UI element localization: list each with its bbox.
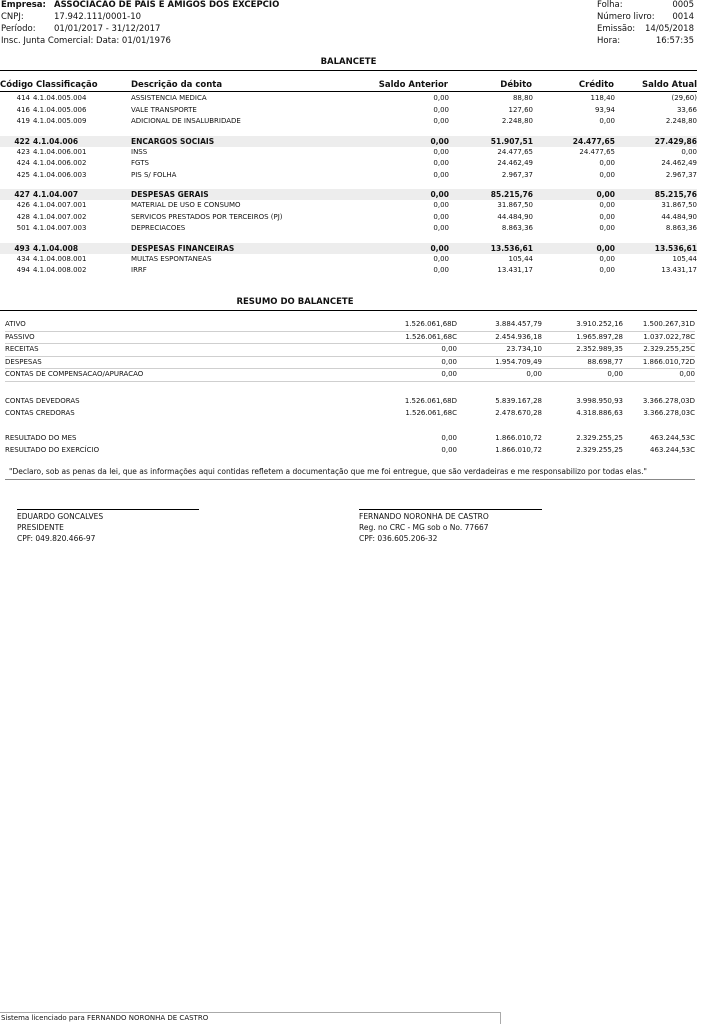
cell-saldo-anterior: 0,00	[433, 117, 449, 125]
cell-classificacao: 4.1.04.008.001	[33, 254, 87, 263]
header-rule	[0, 91, 697, 92]
cell-codigo: 422	[14, 136, 30, 146]
cell-classificacao: 4.1.04.006.003	[33, 170, 87, 179]
resumo-cell-label: CONTAS DE COMPENSACAO/APURACAO	[5, 369, 344, 382]
cell-classificacao: 4.1.04.006	[33, 136, 79, 146]
cell-saldo-atual: 2.967,37	[665, 170, 697, 179]
cell-debito: 85.215,76	[490, 190, 533, 199]
resumo-cell-credito: 0,00	[542, 369, 623, 382]
cell-credito: 0,00	[599, 159, 615, 167]
group-row	[0, 189, 697, 200]
cell-saldo-anterior: 0,00	[433, 201, 449, 209]
cell-descricao: DESPESAS GERAIS	[131, 190, 209, 199]
cell-credito: 0,00	[599, 170, 615, 179]
cell-descricao: ENCARGOS SOCIAIS	[131, 136, 215, 146]
cell-saldo-anterior: 0,00	[433, 254, 449, 263]
resumo-row	[5, 344, 695, 357]
cell-codigo: 425	[16, 170, 30, 179]
cell-classificacao: 4.1.04.008.002	[33, 266, 87, 274]
spacer-row	[0, 128, 697, 136]
resumo-cell-credito: 88.698,77	[542, 356, 623, 369]
empresa-label: Empresa:	[1, 0, 46, 10]
cell-credito: 0,00	[596, 190, 615, 199]
cell-classificacao: 4.1.04.005.004	[33, 94, 87, 102]
cell-saldo-atual: 24.462,49	[661, 159, 697, 167]
resumo-cell-credito: 2.329.255,25	[576, 434, 623, 442]
cell-saldo-anterior: 0,00	[433, 212, 449, 221]
table-row	[0, 147, 697, 159]
cell-descricao: MULTAS ESPONTANEAS	[131, 254, 212, 263]
resumo-row	[5, 396, 695, 408]
resumo-cell-saldo-atual: 1.037.022,78C	[623, 331, 695, 344]
resumo-cell-credito: 3.998.950,93	[576, 397, 623, 405]
cell-classificacao: 4.1.04.007.002	[33, 212, 87, 221]
livro-value: 0014	[672, 12, 694, 22]
cell-descricao: ADICIONAL DE INSALUBRIDADE	[131, 117, 241, 125]
empresa-value: ASSOCIACAO DE PAIS E AMIGOS DOS EXCEPCIO	[54, 0, 280, 10]
cnpj-value: 17.942.111/0001-10	[54, 12, 142, 22]
table-row	[0, 93, 697, 105]
resumo-cell-saldo-atual: 1.500.267,31D	[623, 319, 695, 331]
resumo-cell-credito: 2.329.255,25	[576, 445, 623, 454]
cell-descricao: PIS S/ FOLHA	[131, 170, 177, 179]
cell-descricao: VALE TRANSPORTE	[131, 105, 197, 114]
cell-codigo: 493	[14, 243, 30, 253]
resumo-cell-saldo-atual: 3.366.278,03C	[643, 408, 695, 417]
cell-credito: 93,94	[594, 105, 615, 114]
cell-saldo-atual: 8.863,36	[665, 224, 697, 232]
signer-right-name: FERNANDO NORONHA DE CASTRO	[359, 512, 489, 521]
hora-value: 16:57:35	[655, 36, 694, 46]
cell-credito: 0,00	[599, 212, 615, 221]
resumo-cell-saldo-anterior: 1.526.061,68D	[404, 397, 457, 405]
cell-saldo-anterior: 0,00	[430, 136, 449, 146]
cell-saldo-anterior: 0,00	[433, 94, 449, 102]
resumo-cell-debito: 3.884.457,79	[457, 319, 542, 331]
cell-codigo: 424	[16, 159, 30, 167]
cell-debito: 44.484,90	[497, 212, 533, 221]
cell-credito: 0,00	[596, 243, 615, 253]
periodo-value: 01/01/2017 - 31/12/2017	[54, 24, 161, 34]
group-row	[0, 243, 697, 254]
cell-codigo: 501	[16, 224, 30, 232]
cell-debito: 31.867,50	[497, 201, 533, 209]
periodo-label: Período:	[1, 24, 36, 34]
declaration-rule	[5, 479, 695, 480]
cell-saldo-anterior: 0,00	[433, 147, 449, 156]
col-credito: Crédito	[578, 80, 614, 90]
table-row	[0, 158, 697, 170]
cell-descricao: IRRF	[131, 266, 147, 274]
cell-saldo-atual: 13.431,17	[661, 266, 697, 274]
resumo-cell-label: PASSIVO	[5, 331, 344, 344]
cell-saldo-anterior: 0,00	[430, 190, 449, 199]
cell-descricao: MATERIAL DE USO E CONSUMO	[131, 201, 241, 209]
cell-credito: 0,00	[599, 201, 615, 209]
table-row	[0, 200, 697, 212]
resumo-cell-saldo-anterior: 1.526.061,68C	[344, 331, 457, 344]
resumo-row	[5, 433, 695, 445]
resumo-row	[5, 356, 695, 369]
resumo-cell-saldo-atual: 1.866.010,72D	[623, 356, 695, 369]
col-saldo-anterior: Saldo Anterior	[378, 80, 448, 90]
cell-debito: 105,44	[508, 254, 533, 263]
spacer-row	[0, 181, 697, 189]
resumo-row	[5, 331, 695, 344]
report-title: BALANCETE	[320, 57, 377, 67]
resumo-cell-credito: 2.352.989,35	[542, 344, 623, 357]
cell-debito: 24.477,65	[497, 147, 533, 156]
cell-saldo-atual: 44.484,90	[661, 212, 697, 221]
cell-credito: 0,00	[599, 117, 615, 125]
table-row	[0, 254, 697, 266]
signer-right-cpf: CPF: 036.605.206-32	[359, 534, 438, 543]
cell-codigo: 494	[16, 266, 30, 274]
cell-credito: 24.477,65	[572, 136, 615, 146]
resumo-rule	[0, 310, 697, 311]
cell-descricao: DEPRECIACOES	[131, 224, 186, 232]
resumo-cell-label: CONTAS DEVEDORAS	[5, 397, 80, 405]
cell-codigo: 427	[14, 190, 30, 199]
resumo-cell-saldo-anterior: 0,00	[441, 445, 457, 454]
cell-saldo-anterior: 0,00	[433, 224, 449, 232]
resumo-cell-saldo-atual: 463.244,53C	[650, 445, 695, 454]
resumo-cell-saldo-atual: 2.329.255,25C	[623, 344, 695, 357]
resumo-cell-debito: 0,00	[457, 369, 542, 382]
cell-saldo-atual: 85.215,76	[654, 190, 697, 199]
cell-classificacao: 4.1.04.007.003	[33, 224, 87, 232]
cell-debito: 13.431,17	[497, 266, 533, 274]
cell-credito: 118,40	[590, 94, 615, 102]
resumo-cell-label: RESULTADO DO EXERCÍCIO	[5, 445, 100, 454]
cell-debito: 13.536,61	[490, 243, 533, 253]
resumo-cell-credito: 3.910.252,16	[542, 319, 623, 331]
cell-credito: 24.477,65	[579, 147, 615, 156]
cell-classificacao: 4.1.04.006.002	[33, 159, 87, 167]
cell-classificacao: 4.1.04.005.006	[33, 105, 87, 114]
resumo-cell-saldo-atual: 0,00	[623, 369, 695, 382]
resumo-cell-debito: 23.734,10	[457, 344, 542, 357]
resumo-cell-saldo-anterior: 0,00	[344, 356, 457, 369]
resumo-cell-saldo-anterior: 0,00	[344, 369, 457, 382]
group-row	[0, 136, 697, 147]
signer-left-name: EDUARDO GONCALVES	[17, 512, 104, 521]
cell-saldo-anterior: 0,00	[433, 105, 449, 114]
table-row	[0, 116, 697, 128]
cell-saldo-anterior: 0,00	[430, 243, 449, 253]
cnpj-label: CNPJ:	[1, 12, 24, 22]
folha-value: 0005	[672, 0, 694, 10]
resumo-cell-saldo-anterior: 0,00	[441, 434, 457, 442]
cell-credito: 0,00	[599, 266, 615, 274]
col-codigo: Código	[0, 80, 33, 90]
signature-right	[359, 511, 489, 544]
cell-saldo-anterior: 0,00	[433, 159, 449, 167]
resumo-cell-debito: 2.478.670,28	[495, 408, 542, 417]
cell-debito: 88,80	[512, 94, 533, 102]
resumo-row	[5, 319, 695, 331]
cell-codigo: 416	[16, 105, 30, 114]
hora-label: Hora:	[597, 36, 621, 46]
cell-classificacao: 4.1.04.005.009	[33, 117, 87, 125]
cell-codigo: 428	[16, 212, 30, 221]
cell-credito: 0,00	[599, 224, 615, 232]
footer-divider	[500, 1012, 501, 1024]
table-row	[0, 105, 697, 117]
resumo-row	[5, 369, 695, 382]
cell-classificacao: 4.1.04.008	[33, 243, 79, 253]
cell-classificacao: 4.1.04.007	[33, 190, 79, 199]
resumo-cell-debito: 2.454.936,18	[457, 331, 542, 344]
table-row	[0, 170, 697, 182]
cell-saldo-atual: (29,60)	[671, 94, 697, 102]
cell-debito: 8.863,36	[501, 224, 533, 232]
insc-junta-comercial: Insc. Junta Comercial: Data: 01/01/1976	[1, 36, 171, 46]
spacer-row	[0, 235, 697, 243]
cell-saldo-atual: 105,44	[672, 254, 697, 263]
cell-saldo-anterior: 0,00	[433, 170, 449, 179]
resumo-cell-saldo-atual: 463.244,53C	[650, 434, 695, 442]
cell-descricao: INSS	[131, 147, 148, 156]
cell-debito: 2.967,37	[501, 170, 533, 179]
cell-classificacao: 4.1.04.007.001	[33, 201, 87, 209]
table-row	[0, 265, 697, 277]
cell-saldo-atual: 2.248,80	[665, 117, 697, 125]
table-row	[0, 223, 697, 235]
cell-descricao: ASSISTENCIA MEDICA	[131, 94, 207, 102]
cell-codigo: 414	[16, 94, 30, 102]
cell-debito: 51.907,51	[490, 136, 533, 146]
resumo-cell-saldo-anterior: 1.526.061,68D	[344, 319, 457, 331]
resumo-cell-credito: 4.318.886,63	[576, 408, 623, 417]
cell-descricao: SERVICOS PRESTADOS POR TERCEIROS (PJ)	[131, 212, 283, 221]
folha-label: Folha:	[597, 0, 623, 10]
cell-descricao: FGTS	[131, 159, 149, 167]
resumo-table-3	[5, 433, 695, 456]
resumo-cell-saldo-atual: 3.366.278,03D	[642, 397, 695, 405]
resumo-cell-label: CONTAS CREDORAS	[5, 408, 75, 417]
cell-debito: 24.462,49	[497, 159, 533, 167]
cell-descricao: DESPESAS FINANCEIRAS	[131, 243, 235, 253]
cell-saldo-anterior: 0,00	[433, 266, 449, 274]
declaration-text: "Declaro, sob as penas da lei, que as informações aqui contidas refletem a documentação que me foi entregue, que são verdadeiras e me responsabilizo por todas elas."	[9, 467, 647, 476]
cell-saldo-atual: 31.867,50	[661, 201, 697, 209]
col-classificacao: Classificação	[36, 80, 98, 90]
resumo-cell-label: RECEITAS	[5, 344, 344, 357]
resumo-cell-debito: 1.866.010,72	[495, 434, 542, 442]
resumo-cell-debito: 1.866.010,72	[495, 445, 542, 454]
signature-line-left	[17, 509, 199, 510]
footer-license: Sistema licenciado para FERNANDO NORONHA DE CASTRO	[1, 1014, 209, 1022]
resumo-cell-label: RESULTADO DO MES	[5, 434, 77, 442]
resumo-row	[5, 445, 695, 457]
footer-rule	[0, 1012, 500, 1013]
emissao-value: 14/05/2018	[645, 24, 694, 34]
cell-saldo-atual: 13.536,61	[654, 243, 697, 253]
resumo-cell-debito: 5.839.167,28	[495, 397, 542, 405]
livro-label: Número livro:	[597, 12, 655, 22]
cell-codigo: 423	[16, 147, 30, 156]
cell-debito: 2.248,80	[501, 117, 533, 125]
cell-saldo-atual: 27.429,86	[654, 136, 697, 146]
cell-codigo: 426	[16, 201, 30, 209]
signer-right-role: Reg. no CRC - MG sob o No. 77667	[359, 523, 489, 532]
col-debito: Débito	[500, 80, 532, 90]
title-rule	[0, 70, 697, 71]
resumo-cell-label: DESPESAS	[5, 356, 344, 369]
col-saldo-atual: Saldo Atual	[642, 80, 697, 90]
resumo-cell-saldo-anterior: 1.526.061,68C	[405, 408, 457, 417]
resumo-cell-saldo-anterior: 0,00	[344, 344, 457, 357]
resumo-row	[5, 408, 695, 420]
cell-saldo-atual: 33,66	[676, 105, 697, 114]
cell-codigo: 434	[16, 254, 30, 263]
resumo-cell-credito: 1.965.897,28	[542, 331, 623, 344]
signature-line-right	[359, 509, 542, 510]
signer-left-cpf: CPF: 049.820.466-97	[17, 534, 96, 543]
cell-codigo: 419	[16, 117, 30, 125]
cell-saldo-atual: 0,00	[681, 147, 697, 156]
emissao-label: Emissão:	[597, 24, 636, 34]
resumo-table-1	[5, 319, 695, 382]
resumo-cell-debito: 1.954.709,49	[457, 356, 542, 369]
resumo-title: RESUMO DO BALANCETE	[236, 297, 354, 307]
cell-credito: 0,00	[599, 254, 615, 263]
cell-debito: 127,60	[508, 105, 533, 114]
resumo-cell-label: ATIVO	[5, 319, 344, 331]
signature-left	[17, 511, 103, 544]
signer-left-role: PRESIDENTE	[17, 523, 64, 532]
col-descricao: Descrição da conta	[131, 80, 223, 90]
table-row	[0, 212, 697, 224]
cell-classificacao: 4.1.04.006.001	[33, 147, 87, 156]
accounts-table	[0, 93, 697, 277]
resumo-table-2	[5, 396, 695, 419]
